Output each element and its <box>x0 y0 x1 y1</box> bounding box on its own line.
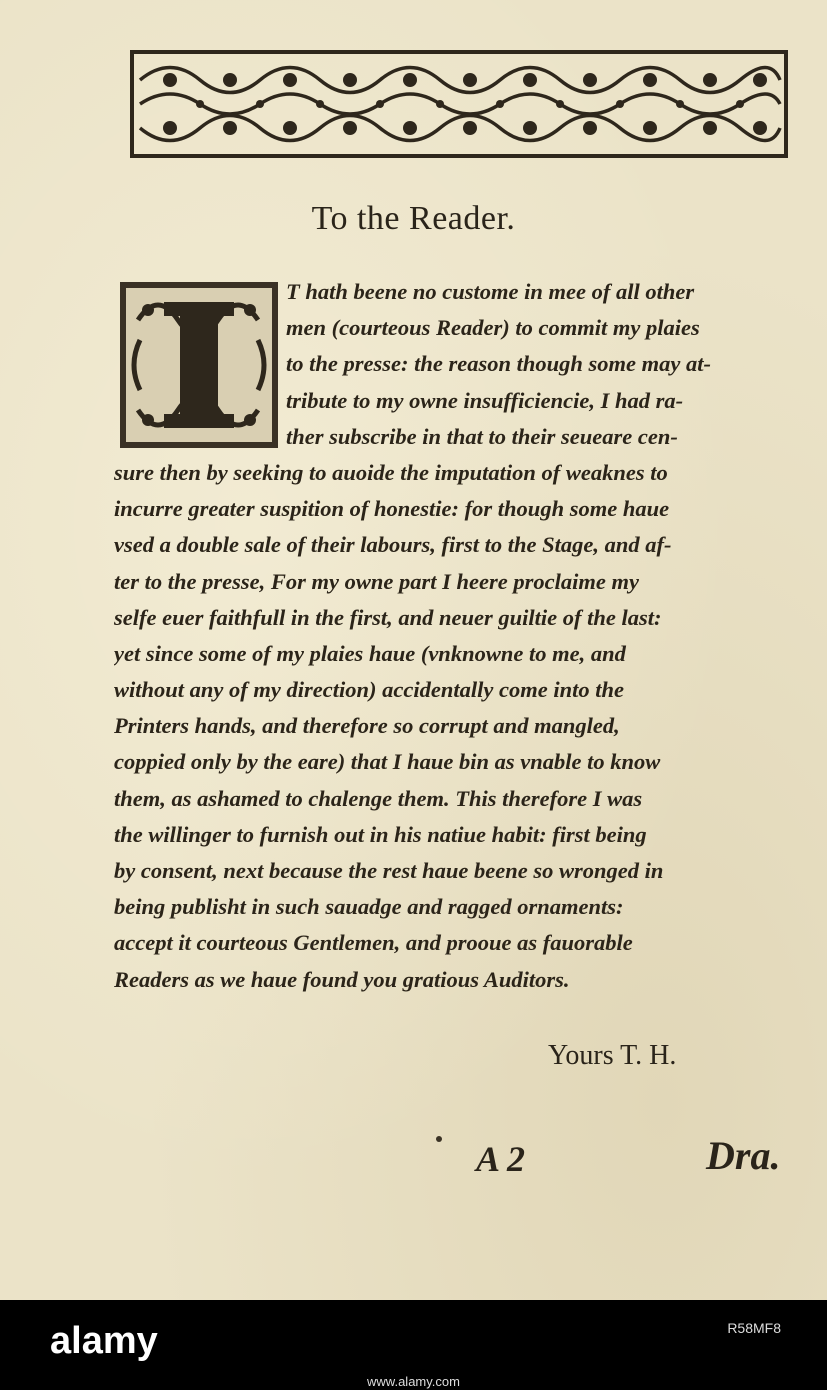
text-line: them, as ashamed to chalenge them. This therefore I was <box>114 785 643 811</box>
text-line: selfe euer faithfull in the first, and neuer guiltie of the last: <box>114 604 662 630</box>
text-line: without any of my direction) accidentally come into the <box>114 677 624 703</box>
text-line: Readers as we haue found you gratious Auditors. <box>114 966 570 992</box>
text-line: accept it courteous Gentlemen, and prooue as fauorable <box>114 930 633 956</box>
text-line: yet since some of my plaies haue (vnknowne to me, and <box>114 640 626 666</box>
ink-dot <box>436 1136 442 1142</box>
text-line: the willinger to furnish out in his natiue habit: first being <box>114 821 647 847</box>
text-line: tribute to my owne insufficiencie, I had ra- <box>286 387 684 413</box>
text-line: incurre greater suspition of honestie: for though some haue <box>114 496 670 522</box>
page-title: To the Reader. <box>311 200 516 237</box>
text-line: coppied only by the eare) that I haue bin as vnable to know <box>114 749 661 775</box>
headpiece-ornament <box>130 50 788 158</box>
signature: Yours T. H. <box>548 1040 677 1071</box>
text-line: by consent, next because the rest haue beene so wronged in <box>114 858 664 883</box>
signature-mark: A 2 <box>476 1139 526 1179</box>
image-id: R58MF8 <box>727 1320 781 1336</box>
text-line: vsed a double sale of their labours, first to the Stage, and af- <box>114 532 672 558</box>
text-line: T hath beene no custome in mee of all other <box>286 279 695 304</box>
alamy-logo: alamy <box>50 1320 158 1362</box>
text-line: being publisht in such sauadge and ragged ornaments: <box>114 894 624 920</box>
text-line: sure then by seeking to auoide the imputation of weaknes to <box>114 459 668 485</box>
text-line: ther subscribe in that to their seueare cen- <box>286 423 678 449</box>
text-line: men (courteous Reader) to commit my plaies <box>286 315 700 341</box>
preface-text <box>114 274 814 998</box>
catchword: Dra. <box>706 1133 781 1178</box>
footer-url: www.alamy.com <box>367 1374 460 1389</box>
text-line: Printers hands, and therefore so corrupt and mangled, <box>114 713 620 739</box>
text-line: to the presse: the reason though some may at- <box>286 351 712 377</box>
text-line: ter to the presse, For my owne part I heere proclaime my <box>114 568 639 594</box>
